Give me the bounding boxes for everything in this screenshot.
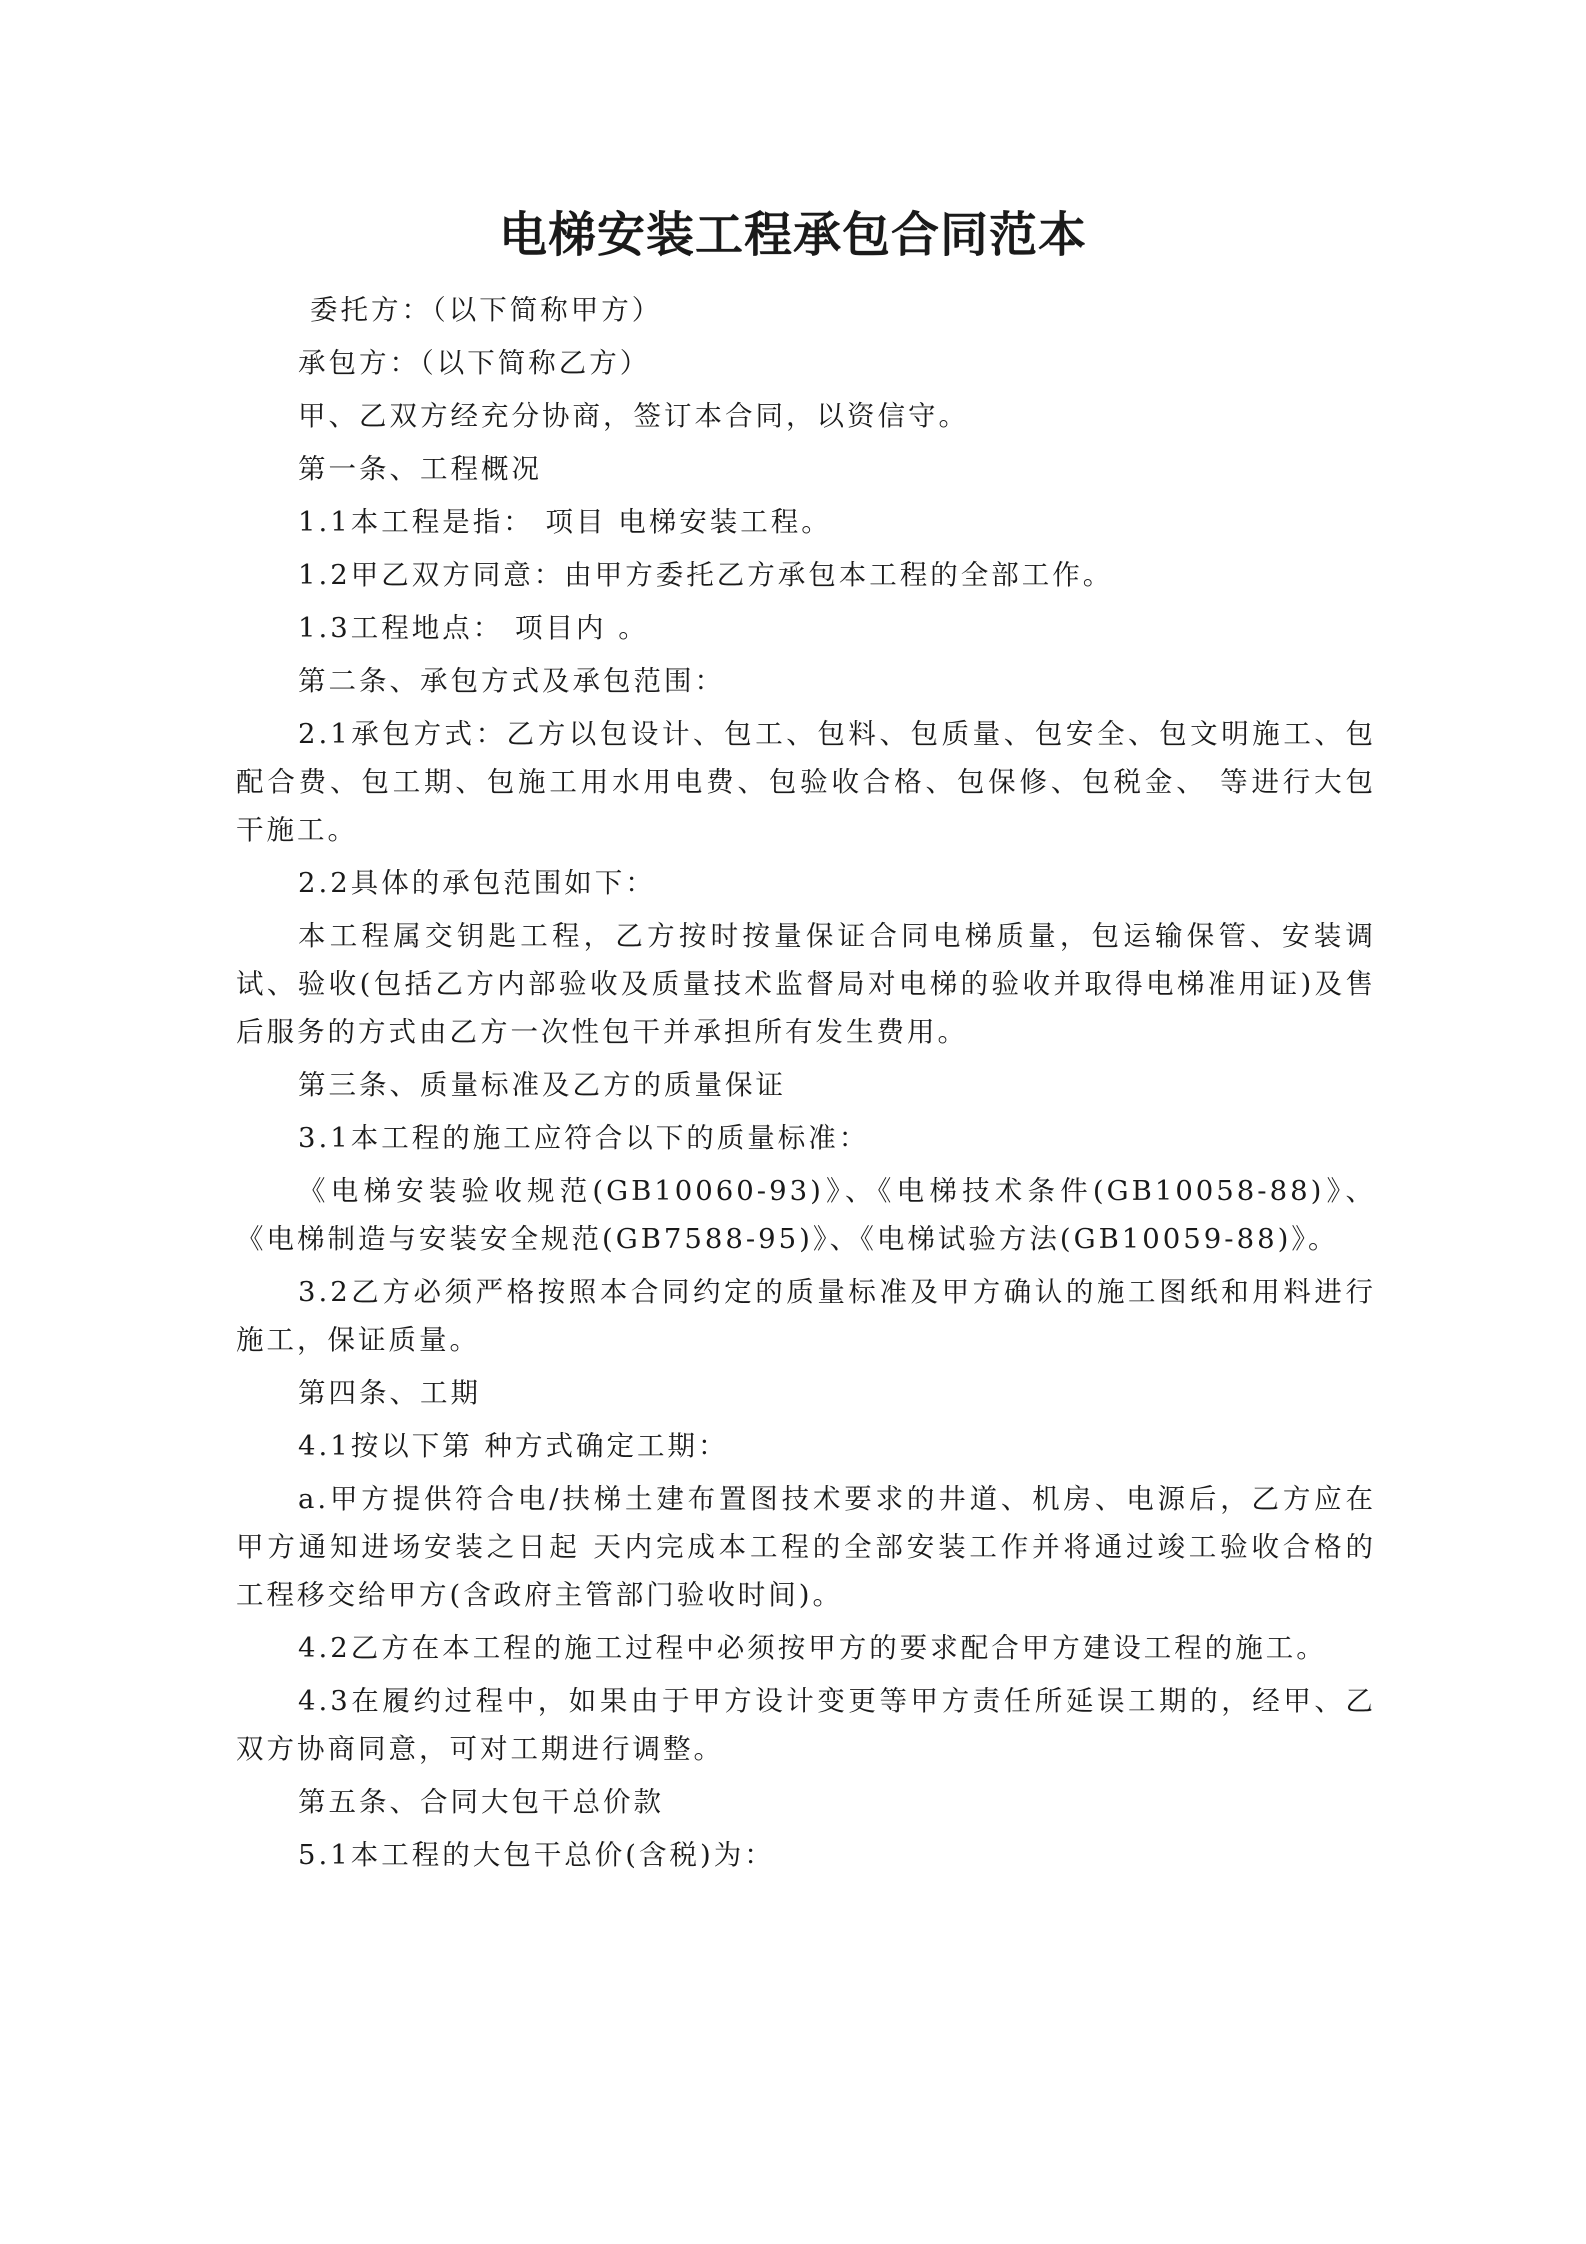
document-title: 电梯安装工程承包合同范本 [498,207,1087,263]
clause-5-1: 5.1本工程的大包干总价(含税)为： [298,1839,775,1871]
clause-2-2: 2.2具体的承包范围如下： [298,867,656,899]
clause-4-1: 4.1按以下第 种方式确定工期： [298,1430,729,1462]
clause-4-2: 4.2乙方在本工程的施工过程中必须按甲方的要求配合甲方建设工程的施工。 [298,1632,1327,1664]
party-b-line: 承包方：（以下简称乙方） [298,347,651,379]
clause-1-2: 1.2甲乙双方同意：由甲方委托乙方承包本工程的全部工作。 [298,559,1114,591]
article-5-heading: 第五条、合同大包干总价款 [298,1786,664,1818]
article-4-heading: 第四条、工期 [298,1377,481,1409]
clause-2-1: 2.1承包方式：乙方以包设计、包工、包料、包质量、包安全、包文明施工、包配合费、包工期、包施工用水用电费、包验收合格、包保修、包税金、 等进行大包干施工。 [236,718,1376,846]
article-3-heading: 第三条、质量标准及乙方的质量保证 [298,1069,786,1101]
standards-list: 《电梯安装验收规范(GB10060-93)》、《电梯技术条件(GB10058-88)》、《电梯制造与安装安全规范(GB7588-95)》、《电梯试验方法(GB10059-88)》。 [236,1175,1376,1255]
article-2-heading: 第二条、承包方式及承包范围： [298,665,725,697]
article-1-heading: 第一条、工程概况 [298,453,542,485]
clause-3-2: 3.2乙方必须严格按照本合同约定的质量标准及甲方确认的施工图纸和用料进行施工，保证质量。 [236,1276,1376,1356]
document-body [236,286,1376,1884]
scope-paragraph: 本工程属交钥匙工程，乙方按时按量保证合同电梯质量，包运输保管、安装调试、验收(包括乙方内部验收及质量技术监督局对电梯的验收并取得电梯准用证)及售后服务的方式由乙方一次性包干并承担所有发生费用。 [236,920,1376,1048]
clause-1-3: 1.3工程地点： 项目内 。 [298,612,649,644]
clause-3-1: 3.1本工程的施工应符合以下的质量标准： [298,1122,870,1154]
party-a-line: 委托方：（以下简称甲方） [310,294,663,326]
agreement-intro: 甲、乙双方经充分协商，签订本合同，以资信守。 [298,400,969,432]
clause-4-3: 4.3在履约过程中，如果由于甲方设计变更等甲方责任所延误工期的，经甲、乙双方协商同意，可对工期进行调整。 [236,1685,1376,1765]
clause-4-1-a: a.甲方提供符合电/扶梯土建布置图技术要求的井道、机房、电源后，乙方应在甲方通知进场安装之日起 天内完成本工程的全部安装工作并将通过竣工验收合格的工程移交给甲方(含政府主管部门验收时间)。 [236,1483,1376,1611]
clause-1-1: 1.1本工程是指： 项目 电梯安装工程。 [298,506,832,538]
